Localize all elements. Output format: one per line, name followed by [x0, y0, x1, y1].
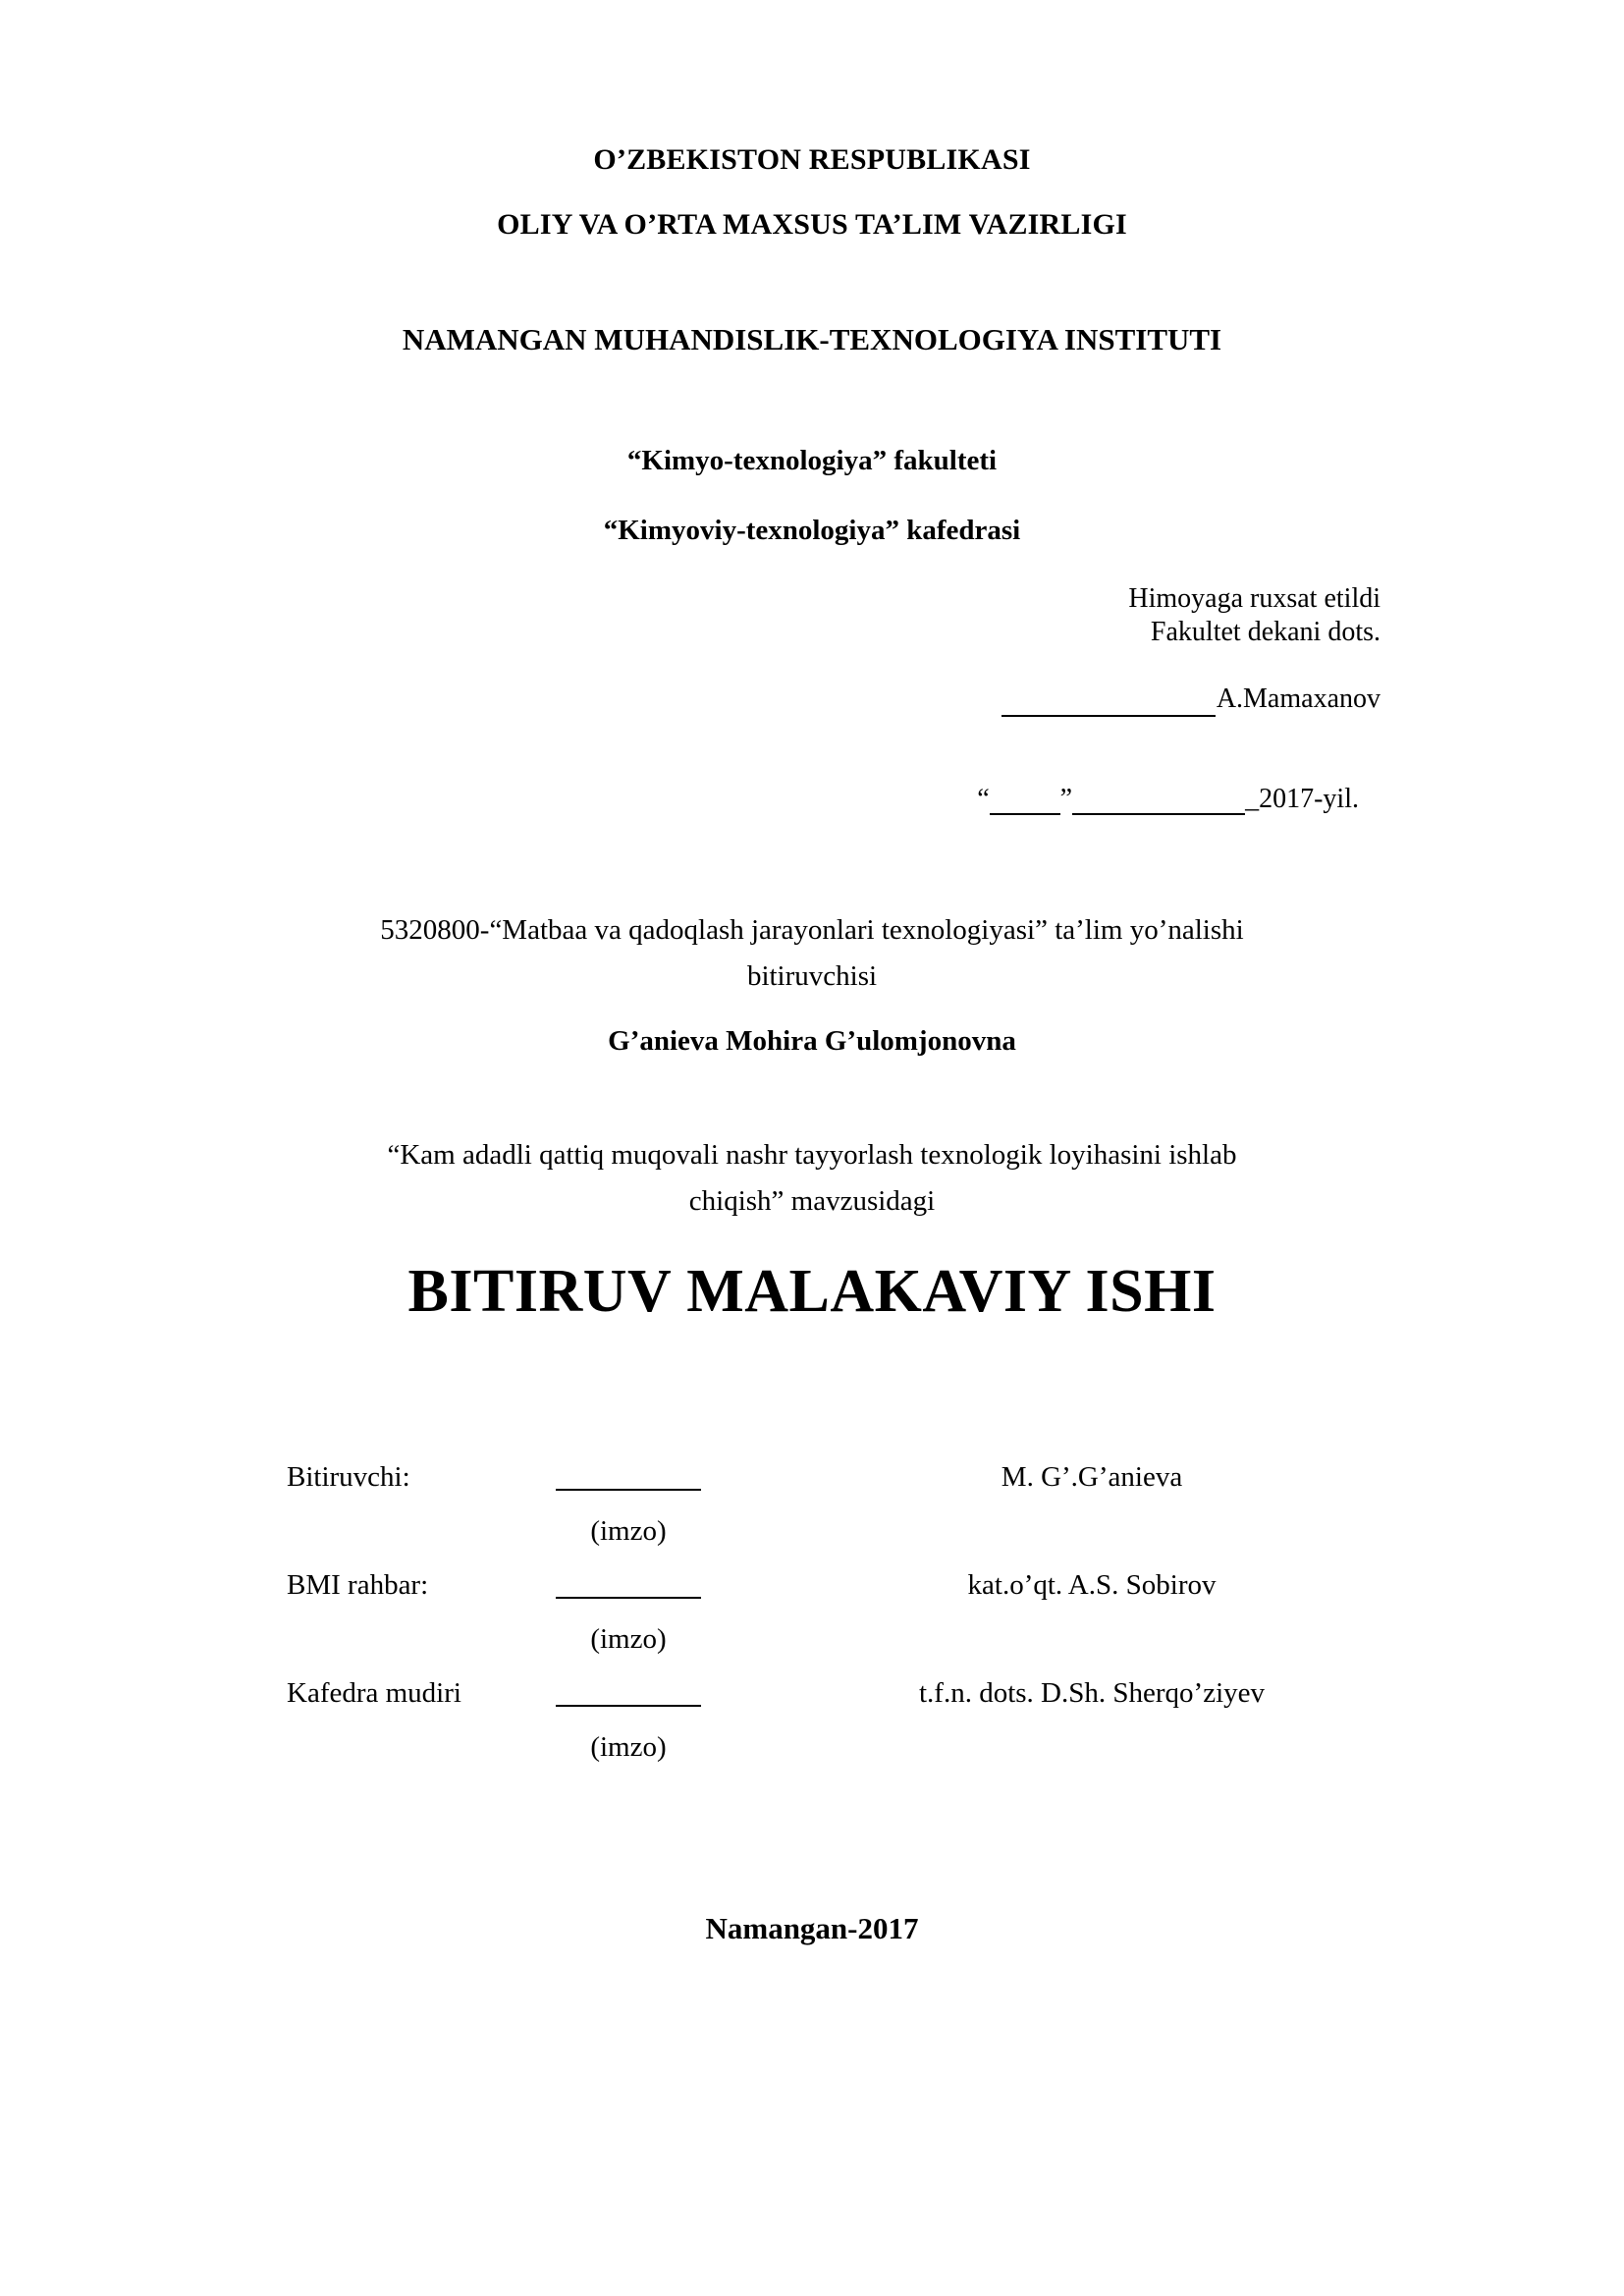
- page-title: BITIRUV MALAKAVIY ISHI: [407, 1257, 1217, 1325]
- date-year: _2017-yil.: [1245, 783, 1359, 814]
- speciality-block: [196, 907, 1428, 1000]
- date-day-blank: [990, 788, 1060, 815]
- signature-note-spacer: [196, 1623, 481, 1656]
- signature-note-row-supervisor: [196, 1623, 1428, 1656]
- institute-name: NAMANGAN MUHANDISLIK-TEXNOLOGIYA INSTITUTI: [402, 322, 1222, 356]
- signature-note-row-graduate: [196, 1515, 1428, 1548]
- page-content: [196, 0, 1428, 2296]
- signature-row-head-of-department: [196, 1677, 1428, 1710]
- approval-dean-signature-row: [196, 649, 1380, 749]
- signature-line-cell-supervisor: [481, 1569, 776, 1602]
- date-month-blank: [1072, 788, 1245, 815]
- dean-signature-line: [1001, 689, 1216, 717]
- faculty-block: [196, 447, 1428, 545]
- thesis-topic-line-2: chiqish” mavzusidagi: [688, 1184, 936, 1217]
- date-open-quote: “: [977, 783, 990, 814]
- signature-note-spacer: [196, 1731, 481, 1764]
- signature-role-head-of-department: Kafedra mudiri: [287, 1676, 461, 1709]
- dean-name: A.Mamaxanov: [1216, 683, 1380, 715]
- signature-role-supervisor: BMI rahbar:: [287, 1568, 429, 1601]
- thesis-topic-line-1: “Kam adadli qattiq muqovali nashr tayyorlash texnologik loyihasini ishlab: [387, 1138, 1237, 1171]
- speciality-code-and-name: 5320800-“Matbaa va qadoqlash jarayonlari texnologiyasi” ta’lim yo’nalishi: [380, 913, 1244, 946]
- signature-person-head-of-department: t.f.n. dots. D.Sh. Sherqo’ziyev: [919, 1676, 1265, 1709]
- signature-note-head-of-department: (imzo): [590, 1730, 667, 1763]
- ministry-line-republic: O’ZBEKISTON RESPUBLIKASI: [593, 143, 1031, 176]
- approval-dean-title: Fakultet dekani dots.: [1150, 617, 1380, 648]
- signature-note-spacer: [196, 1515, 481, 1548]
- signature-line-cell-head-of-department: [481, 1677, 776, 1710]
- department-name: “Kimyoviy-texnologiya” kafedrasi: [603, 515, 1021, 546]
- ministry-line-education: OLIY VA O’RTA MAXSUS TA’LIM VAZIRLIGI: [497, 208, 1127, 241]
- signature-row-graduate: [196, 1461, 1428, 1494]
- signature-note-supervisor: (imzo): [590, 1622, 667, 1655]
- date-close-quote: ”: [1059, 783, 1073, 814]
- signature-role-graduate: Bitiruvchi:: [287, 1460, 410, 1493]
- approval-block: [196, 582, 1428, 750]
- signature-line-graduate: [556, 1468, 701, 1491]
- signature-note-graduate: (imzo): [590, 1514, 667, 1547]
- signature-line-cell-graduate: [481, 1461, 776, 1494]
- signature-row-supervisor: [196, 1569, 1428, 1602]
- faculty-name: “Kimyo-texnologiya” fakulteti: [626, 445, 998, 476]
- approval-permission-text: Himoyaga ruxsat etildi: [1128, 583, 1380, 614]
- student-full-name: G’anieva Mohira G’ulomjonovna: [608, 1024, 1016, 1057]
- graduate-label: bitiruvchisi: [746, 959, 878, 992]
- signature-note-row-head-of-department: [196, 1731, 1428, 1764]
- footer-city-year: Namangan-2017: [705, 1910, 919, 1945]
- signature-person-supervisor: kat.o’qt. A.S. Sobirov: [967, 1568, 1217, 1601]
- signature-block: [196, 1461, 1428, 1764]
- thesis-topic: [196, 1132, 1428, 1225]
- signature-line-supervisor: [556, 1576, 701, 1599]
- ministry-header: [196, 0, 1428, 240]
- signature-line-head-of-department: [556, 1684, 701, 1707]
- approval-date-row: [196, 752, 1428, 847]
- signature-person-graduate: M. G’.G’anieva: [1001, 1460, 1183, 1493]
